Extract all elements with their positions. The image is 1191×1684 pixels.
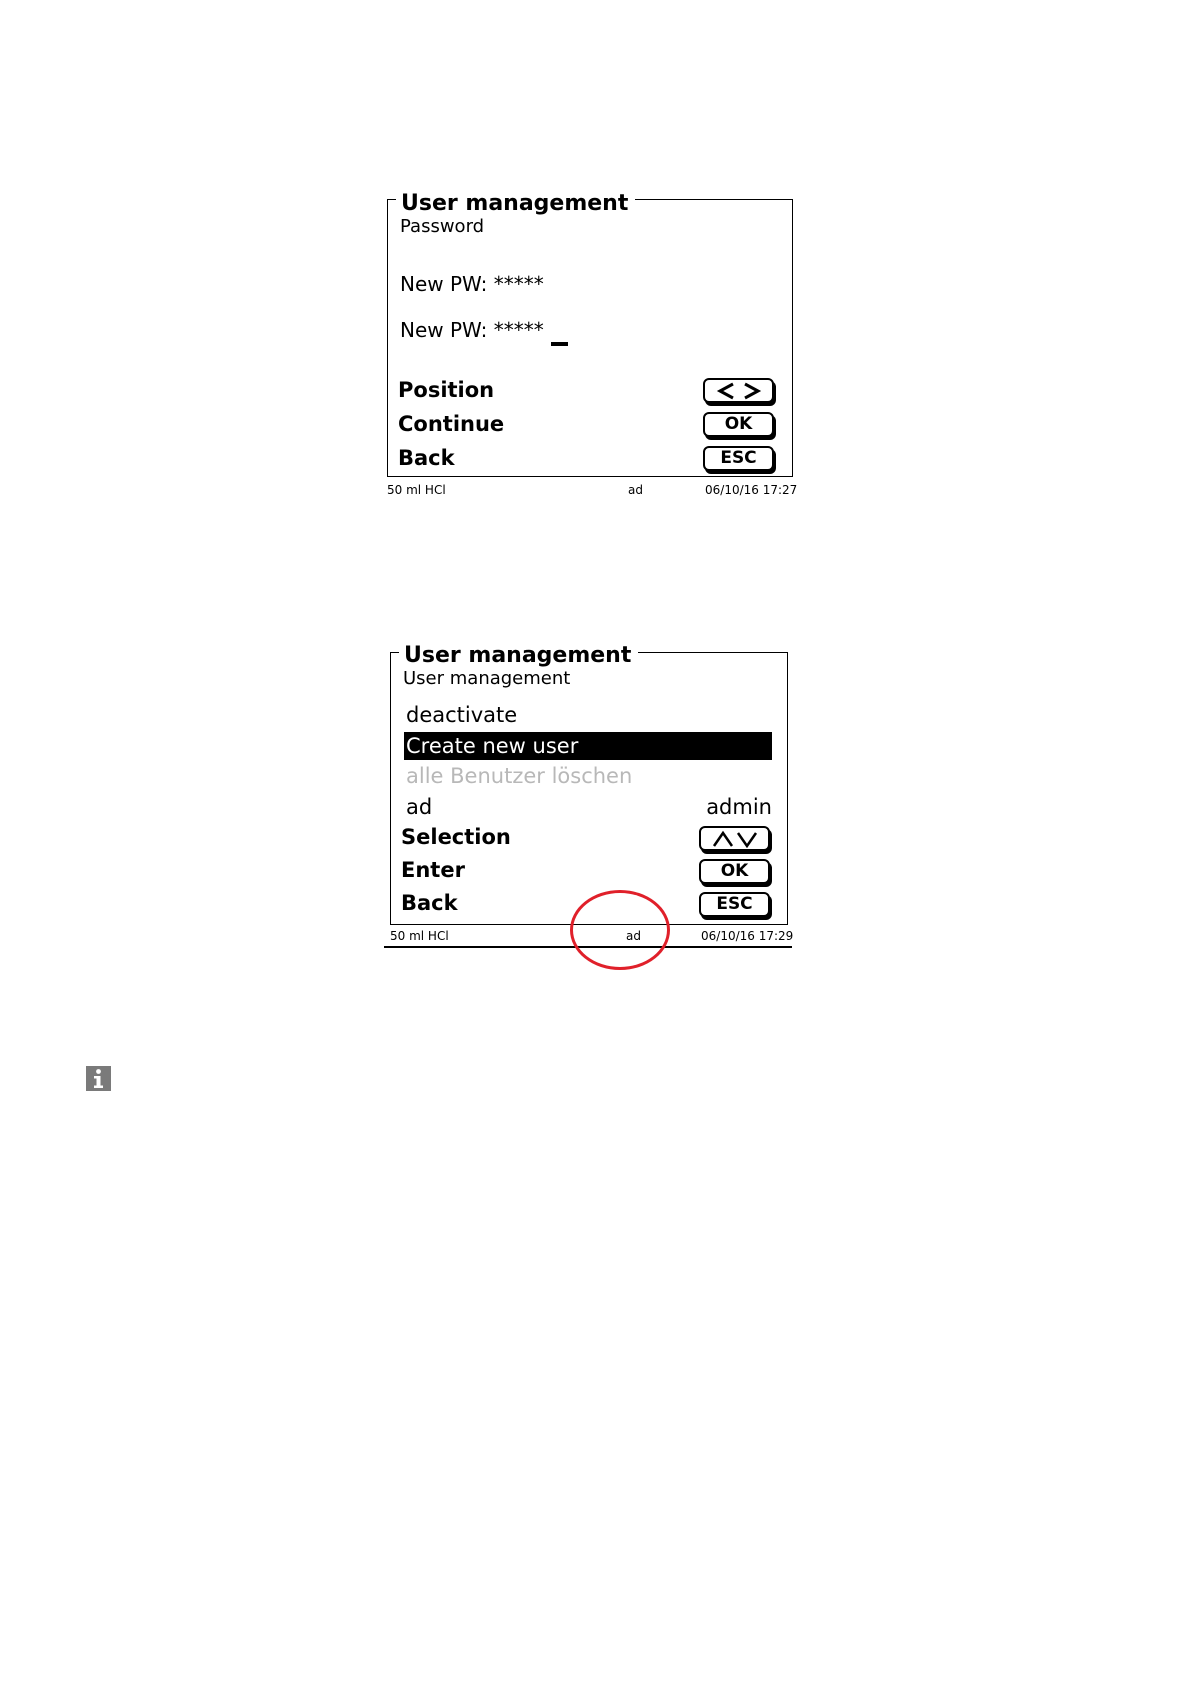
- screen-subtitle: User management: [403, 668, 571, 689]
- menu-item-deactivate[interactable]: deactivate: [406, 703, 518, 727]
- menu-item-delete-all-users: alle Benutzer löschen: [406, 764, 633, 788]
- confirm-password-value[interactable]: *****: [493, 318, 544, 342]
- info-icon: [86, 1066, 111, 1091]
- back-label: Back: [401, 891, 458, 915]
- screen-title: User management: [396, 192, 635, 216]
- menu-item-create-new-user[interactable]: Create new user: [404, 732, 772, 760]
- status-datetime: 06/10/16 17:27: [705, 483, 798, 497]
- user-role: admin: [706, 795, 772, 819]
- screen-title: User management: [399, 644, 638, 668]
- new-password-label: New PW:: [400, 272, 488, 296]
- confirm-password-row[interactable]: [400, 318, 544, 342]
- selection-key[interactable]: [699, 826, 770, 851]
- status-datetime: 06/10/16 17:29: [701, 929, 794, 943]
- back-label: Back: [398, 446, 455, 470]
- continue-label: Continue: [398, 412, 505, 436]
- new-password-row: [400, 272, 544, 296]
- screen-subtitle: Password: [400, 216, 485, 237]
- esc-key[interactable]: ESC: [699, 892, 770, 917]
- text-cursor: [551, 342, 568, 346]
- left-right-arrows-icon: [715, 382, 763, 400]
- esc-key[interactable]: ESC: [703, 446, 774, 471]
- selection-label: Selection: [401, 825, 511, 849]
- status-method: 50 ml HCl: [390, 929, 449, 943]
- enter-label: Enter: [401, 858, 465, 882]
- ok-key[interactable]: OK: [699, 859, 770, 884]
- status-method: 50 ml HCl: [387, 483, 446, 497]
- position-label: Position: [398, 378, 495, 402]
- status-user: ad: [626, 929, 641, 943]
- user-id: ad: [406, 795, 433, 819]
- confirm-password-label: New PW:: [400, 318, 488, 342]
- status-user: ad: [628, 483, 643, 497]
- up-down-arrows-icon: [707, 830, 763, 848]
- highlight-circle: [570, 890, 670, 970]
- new-password-value: *****: [493, 272, 544, 296]
- ok-key[interactable]: OK: [703, 412, 774, 437]
- position-key[interactable]: [703, 378, 774, 403]
